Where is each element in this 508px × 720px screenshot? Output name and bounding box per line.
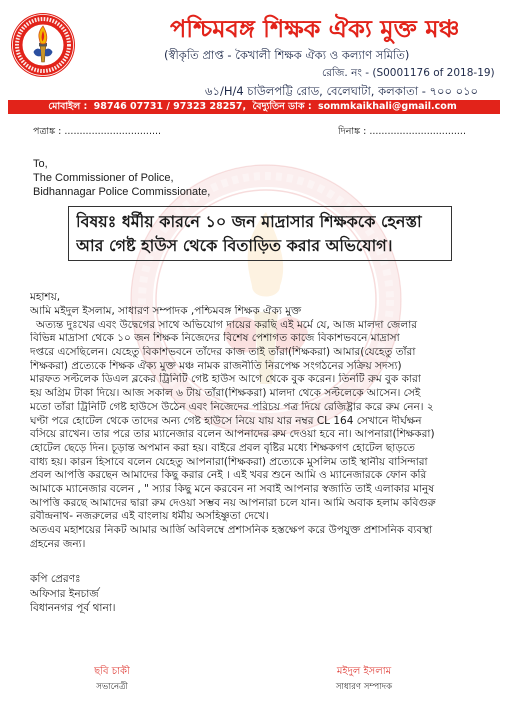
body-line: মারফত সল্টলেক ডিএল ব্লকের ট্রিনিটি গেষ্ট হাউস আগে থেকে বুক করেন। তিনটি রুম বুক কারা [30,373,421,386]
body-line: মতো তাঁরা ট্রিনিটি গেষ্ট হাউসে উঠেন এবং নিজেদের পরিচয় পত্র দিয়ে রেজিষ্ট্রার করে রুম নেন। ২ [30,400,434,413]
recipient-line: Bidhannagar Police Commissionate, [33,186,211,198]
date-field [338,125,498,139]
salutation: মহাশয়, [30,291,61,303]
subject-line: আর গেষ্ট হাউস থেকে বিতাড়িত করার অভিযোগ। [76,236,393,255]
organization-subtitle: (স্বীকৃতি প্রাপ্ত - কৈখালী শিক্ষক ঐক্য ও কল্যাণ সমিতি) [164,48,410,62]
copy-label: কপি প্রেরণঃ [30,573,81,585]
body-line: অত্যন্ত দুঃখের এবং উদ্বেগের সাথে অভিযোগ দায়ের করছি এই মর্মে যে, আজ মালদা জেলার [36,318,418,331]
signature-president [60,665,164,693]
body-line: দপ্তরে এসেছিলেন। যেহেতু বিকাশভবনে তাঁদের কাজ তাই তাঁরা(শিক্ষকরা) আমার(যেহেতু তাঁরা [30,346,416,359]
body-line: অতএব মহাশয়ের নিকট আমার আর্জি অবিলম্বে প্রশাসনিক হস্তক্ষেপ করে উপযুক্ত প্রশাসনিক ব্যবস্থা [30,524,433,536]
body-line: আমাকে ম্যানেজার বলেন , " স্যার কিছু মনে করবেন না সবাই আপনার স্বজাতি তাই এলাকার মানুষ [30,482,435,495]
body-line: বসিয়ে রাখেন। তার পরে তার ম্যানেজার বলেন আপনাদের রুম দেওয়া হবে না। আপনারা(শিক্ষকরা) [30,428,435,441]
organization-address: ৬১/H/4 চাউলপট্টি রোড, বেলেঘাটা, কলকাতা - ৭০০ ০১০ [205,84,479,98]
signature-general-secretary [312,665,416,693]
memo-number-field [33,125,193,139]
date-dots: ................................ [369,126,466,137]
body-line: রবীন্দ্রনাথ- নজরুলের এই বাংলায় ধর্মীয় অসহিষ্ণুতা দেখে। [30,510,269,523]
body-line: গ্রহনের জন্য। [30,537,86,550]
copy-recipient: বিধাননগর পূর্ব থানা। [30,602,116,614]
signatory-name: মইদুল ইসলাম [336,666,392,677]
body-line: শিক্ষকরা) প্রত্যেকে শিক্ষক ঐক্য মুক্ত মঞ্চ নামক রাজনীতি নিরপেক্ষ সংগঠনের সক্রিয় সদস্য) [30,359,402,372]
body-line: বাধ্য হয়। কারন হিসাবে বলেন যেহেতু আপনারা(শিক্ষকরা) প্রত্যেকে মুসলিম তাই স্থানীয় বাসিন্দারা [30,455,428,468]
subject-box [68,206,452,261]
body-line: আমি মইদুল ইসলাম, সাধারণ সম্পাদক ,পশ্চিমবঙ্গ শিক্ষক ঐক্য মুক্ত [30,305,302,317]
memo-dots: ................................ [64,126,162,137]
recipient-line: The Commissioner of Police, [33,172,174,184]
email-label: বৈদ্যুতিন ডাক : [252,101,312,112]
body-line: ঘণ্টা পরে হোটেল থেকে তাদের অন্য গেষ্ট হাউসে নিয়ে যায় যার নম্বর CL 164 সেখানে দীর্ঘক্ষন [30,414,422,427]
recipient-line: To, [33,158,48,170]
registration-number: রেজি. নং - (S0001176 of 2018-19) [322,67,495,79]
body-line: বিভিন্ন মাদ্রাসা থেকে ১০ জন শিক্ষক নিজেদের বিশেষ পেশাগত কাজে বিকাশভবনে মাদ্রাসা [30,332,400,345]
recipient-block [33,157,333,199]
organization-logo-icon [10,12,76,78]
copy-recipient: অফিসার ইনচার্জ [30,587,99,600]
mobile-numbers: 98746 07731 / 97323 28257, [93,101,247,112]
mobile-label: মোবাইল : [48,101,88,112]
subject-line: বিষয়ঃ ধর্মীয় কারনে ১০ জন মাদ্রাসার শিক্ষককে হেনস্তা [76,212,422,231]
signatory-name: ছবি চাকী [94,666,130,677]
signatory-title: সভানেত্রী [96,682,128,692]
body-line: আপত্তি করছে আমাদের দ্বারা রুম দেওয়া সম্ভব নয় আপনারা চলে যান। আমি অবাক হলাম কবিগুরু [30,496,436,509]
body-line: প্রবল আপত্তি করছেন আমাদের কিছু করার নেই । এই খবর শুনে আমি ও ম্যানেজারকে ফোন করি [30,469,427,482]
organization-title: পশ্চিমবঙ্গ শিক্ষক ঐক্য মুক্ত মঞ্চ [170,15,460,43]
letter-body [30,305,490,551]
body-line: হয় অগ্রিম টাকা দিয়ে। আজ সকাল ৬ টায় তাঁরা(শিক্ষকরা) মালদা থেকে সল্টলেকে আসেন। সেই [30,387,421,400]
email-address: sommkaikhali@gmail.com [317,101,457,112]
copy-to-block [30,572,250,616]
signatory-title: সাধারণ সম্পাদক [335,682,393,692]
body-line: হোটেল ছেড়ে দিন। চূড়ান্ত অপমান করা হয়। বাইরে প্রবল বৃষ্টির মধ্যে শিক্ষকগণ হোটেল ছাড়তে [30,441,415,454]
memo-label: পত্রাঙ্ক : [33,126,62,137]
contact-bar [8,100,500,114]
date-label: দিনাঙ্ক : [338,126,367,137]
